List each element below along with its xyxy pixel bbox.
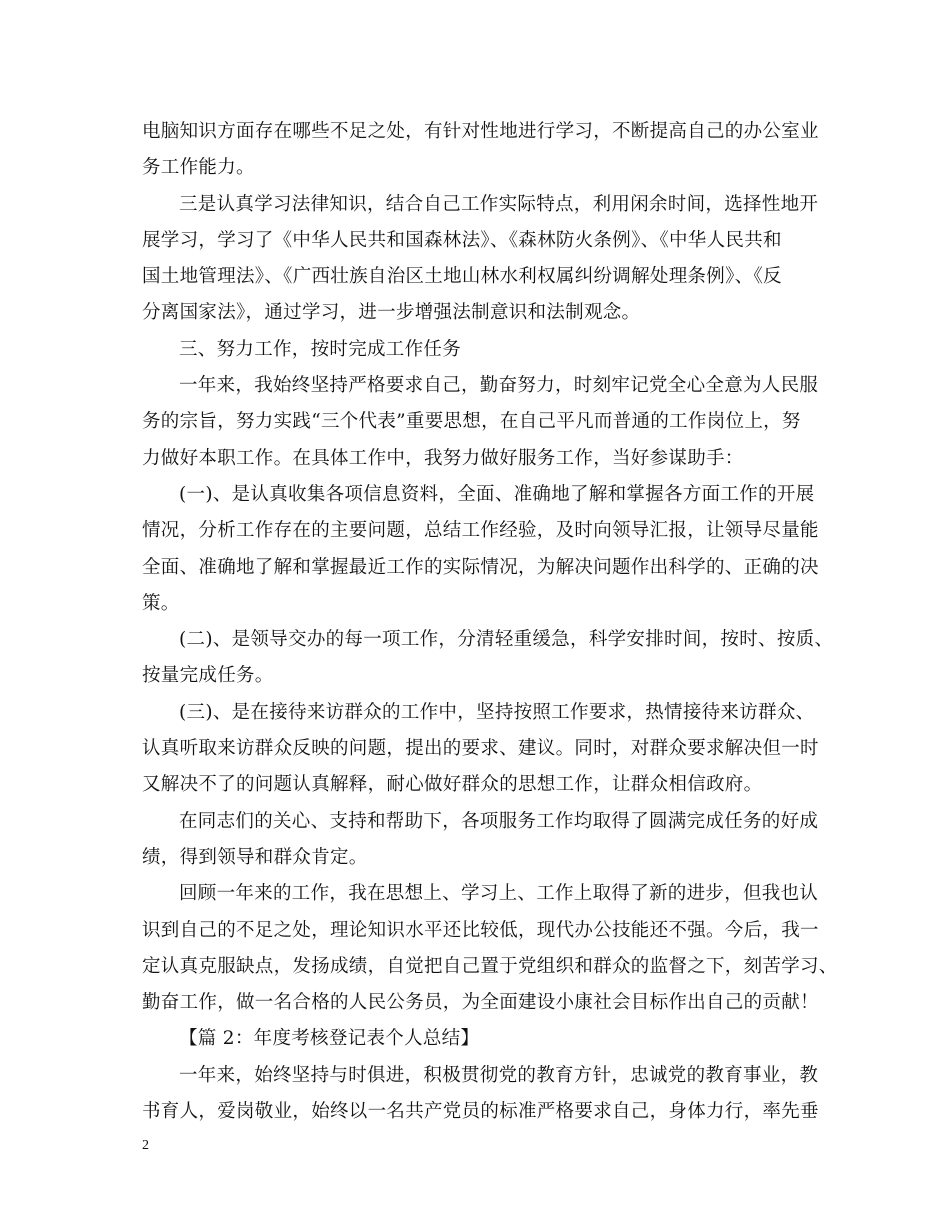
text-line: (三)、是在接待来访群众的工作中，坚持按照工作要求，热情接待来访群众、 (179, 701, 815, 723)
paragraph (142, 187, 818, 332)
text-line: 务的宗旨，努力实践“三个代表”重要思想，在自己平凡而普通的工作岗位上，努 (142, 411, 801, 433)
text-line: 情况，分析工作存在的主要问题，总结工作经验，及时向领导汇报，让领导尽量能 (142, 520, 819, 542)
text-line: 在同志们的关心、支持和帮助下，各项服务工作均取得了圆满完成任务的好成 (179, 810, 819, 832)
text-line: (二)、是领导交办的每一项工作，分清轻重缓急，科学安排时间，按时、按质、 (179, 629, 834, 651)
text-line: 务工作能力。 (142, 157, 255, 179)
paragraph (142, 804, 818, 877)
page-number: 2 (142, 1138, 149, 1153)
text-line: 定认真克服缺点，发扬成绩，自觉把自己置于党组织和群众的监督之下，刻苦学习、 (142, 955, 838, 977)
text-line: 电脑知识方面存在哪些不足之处，有针对性地进行学习，不断提高自己的办公室业 (142, 121, 819, 142)
paragraph (142, 1058, 818, 1131)
text-line: 展学习，学习了《中华人民共和国森林法》、《森林防火条例》、《中华人民共和 (142, 229, 782, 251)
text-line: 力做好本职工作。在具体工作中，我努力做好服务工作，当好参谋助手： (142, 447, 744, 469)
text-line: 一年来，始终坚持与时俱进，积极贯彻党的教育方针，忠诚党的教育事业，教 (179, 1064, 819, 1086)
text-line: 一年来，我始终坚持严格要求自己，勤奋努力，时刻牢记党全心全意为人民服 (179, 375, 819, 397)
text-line: 策。 (142, 592, 180, 614)
document-body (142, 114, 838, 1130)
text-line: 识到自己的不足之处，理论知识水平还比较低，现代办公技能还不强。今后，我一 (142, 919, 819, 941)
paragraph (142, 1021, 818, 1057)
paragraph (142, 332, 818, 368)
text-line: 书育人，爱岗敬业，始终以一名共产党员的标准严格要求自己，身体力行，率先垂 (142, 1101, 819, 1123)
paragraph (142, 695, 818, 804)
text-line: 国土地管理法》、《广西壮族自治区土地山林水利权属纠纷调解处理条例》、《反 (142, 266, 782, 288)
text-line: 回顾一年来的工作，我在思想上、学习上、工作上取得了新的进步，但我也认 (179, 883, 819, 905)
text-line: 按量完成任务。 (142, 665, 274, 687)
text-line: 三是认真学习法律知识，结合自己工作实际特点，利用闲余时间，选择性地开 (179, 193, 819, 215)
paragraph (142, 368, 818, 477)
text-line: 勤奋工作，做一名合格的人民公务员，为全面建设小康社会目标作出自己的贡献！ (142, 992, 819, 1014)
text-line: 又解决不了的问题认真解释，耐心做好群众的思想工作，让群众相信政府。 (142, 774, 763, 796)
paragraph (142, 622, 834, 695)
paragraph (142, 114, 818, 187)
paragraph (142, 477, 818, 622)
text-line: (一)、是认真收集各项信息资料，全面、准确地了解和掌握各方面工作的开展 (179, 483, 815, 505)
text-line: 绩，得到领导和群众肯定。 (142, 846, 368, 868)
text-line: 三、努力工作，按时完成工作任务 (179, 338, 462, 360)
text-line: 认真听取来访群众反映的问题，提出的要求、建议。同时，对群众要求解决但一时 (142, 738, 819, 760)
paragraph (142, 876, 838, 1021)
text-line: 【篇 2：年度考核登记表个人总结】 (179, 1028, 480, 1050)
text-line: 分离国家法》，通过学习，进一步增强法制意识和法制观念。 (142, 302, 641, 324)
text-line: 全面、准确地了解和掌握最近工作的实际情况，为解决问题作出科学的、正确的决 (142, 556, 819, 578)
